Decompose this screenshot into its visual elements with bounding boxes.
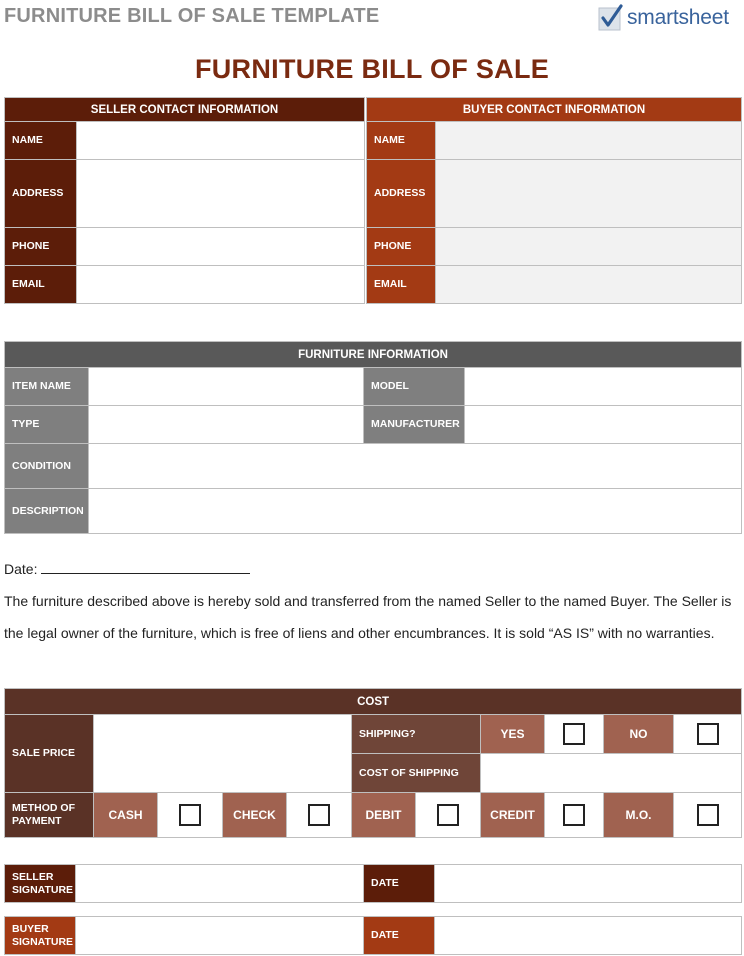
mo-checkbox-cell[interactable] <box>674 793 742 838</box>
buyer-name-field[interactable] <box>436 122 742 160</box>
item-name-label: ITEM NAME <box>5 368 89 406</box>
smartsheet-logo <box>598 3 729 33</box>
buyer-signature-table <box>4 916 742 955</box>
date-line <box>4 559 250 577</box>
model-label: MODEL <box>364 368 465 406</box>
buyer-signature-label: BUYER SIGNATURE <box>5 917 76 955</box>
seller-name-label: NAME <box>5 122 77 160</box>
check-checkbox[interactable] <box>308 804 330 826</box>
manufacturer-label: MANUFACTURER <box>364 406 465 444</box>
check-checkbox-cell[interactable] <box>287 793 352 838</box>
shipping-no-label: NO <box>604 715 674 754</box>
date-blank[interactable] <box>41 559 250 574</box>
shipping-yes-checkbox[interactable] <box>563 723 585 745</box>
shipping-no-checkbox[interactable] <box>697 723 719 745</box>
seller-email-label: EMAIL <box>5 266 77 304</box>
buyer-email-label: EMAIL <box>367 266 436 304</box>
manufacturer-field[interactable] <box>465 406 742 444</box>
buyer-contact-table <box>366 97 742 304</box>
seller-signature-field[interactable] <box>76 865 364 903</box>
date-label: Date: <box>4 561 38 577</box>
type-label: TYPE <box>5 406 89 444</box>
seller-signature-label: SELLER SIGNATURE <box>5 865 76 903</box>
sale-statement: The furniture described above is hereby sold and transferred from the named Seller to the named Buyer. The Seller is the legal owner of the furniture, which is free of liens and other encumbrances. It is sold “AS IS” with no warranties. <box>4 593 732 641</box>
model-field[interactable] <box>465 368 742 406</box>
cost-of-shipping-field[interactable] <box>481 754 742 793</box>
sale-price-field[interactable] <box>94 715 352 793</box>
credit-checkbox[interactable] <box>563 804 585 826</box>
shipping-yes-label: YES <box>481 715 545 754</box>
debit-label: DEBIT <box>352 793 416 838</box>
buyer-date-label: DATE <box>364 917 435 955</box>
check-label: CHECK <box>223 793 287 838</box>
seller-contact-table <box>4 97 365 304</box>
buyer-signature-field[interactable] <box>76 917 364 955</box>
template-title: FURNITURE BILL OF SALE TEMPLATE <box>4 5 380 27</box>
seller-address-label: ADDRESS <box>5 160 77 228</box>
seller-name-field[interactable] <box>77 122 365 160</box>
buyer-name-label: NAME <box>367 122 436 160</box>
seller-address-field[interactable] <box>77 160 365 228</box>
checkmark-logo-icon <box>598 4 624 32</box>
buyer-contact-header: BUYER CONTACT INFORMATION <box>367 98 742 122</box>
mo-label: M.O. <box>604 793 674 838</box>
cost-of-shipping-label: COST OF SHIPPING <box>352 754 481 793</box>
furniture-info-table <box>4 341 742 534</box>
seller-phone-field[interactable] <box>77 228 365 266</box>
debit-checkbox[interactable] <box>437 804 459 826</box>
mo-checkbox[interactable] <box>697 804 719 826</box>
credit-checkbox-cell[interactable] <box>545 793 604 838</box>
cash-checkbox-cell[interactable] <box>158 793 223 838</box>
item-name-field[interactable] <box>89 368 364 406</box>
buyer-address-field[interactable] <box>436 160 742 228</box>
page-title: FURNITURE BILL OF SALE <box>194 54 550 84</box>
buyer-phone-label: PHONE <box>367 228 436 266</box>
cost-header: COST <box>5 689 742 715</box>
seller-email-field[interactable] <box>77 266 365 304</box>
seller-phone-label: PHONE <box>5 228 77 266</box>
seller-contact-header: SELLER CONTACT INFORMATION <box>5 98 365 122</box>
cost-table <box>4 688 742 838</box>
credit-label: CREDIT <box>481 793 545 838</box>
sale-price-label: SALE PRICE <box>5 715 94 793</box>
condition-field[interactable] <box>89 444 742 489</box>
buyer-email-field[interactable] <box>436 266 742 304</box>
shipping-yes-checkbox-cell[interactable] <box>545 715 604 754</box>
logo-text: smartsheet <box>627 6 729 29</box>
seller-signature-table <box>4 864 742 903</box>
condition-label: CONDITION <box>5 444 89 489</box>
method-of-payment-label: METHOD OF PAYMENT <box>5 793 94 838</box>
type-field[interactable] <box>89 406 364 444</box>
furniture-info-header: FURNITURE INFORMATION <box>5 342 742 368</box>
shipping-question-label: SHIPPING? <box>352 715 481 754</box>
buyer-date-field[interactable] <box>435 917 742 955</box>
description-label: DESCRIPTION <box>5 489 89 534</box>
cash-checkbox[interactable] <box>179 804 201 826</box>
cash-label: CASH <box>94 793 158 838</box>
shipping-no-checkbox-cell[interactable] <box>674 715 742 754</box>
buyer-phone-field[interactable] <box>436 228 742 266</box>
buyer-address-label: ADDRESS <box>367 160 436 228</box>
seller-date-field[interactable] <box>435 865 742 903</box>
seller-date-label: DATE <box>364 865 435 903</box>
debit-checkbox-cell[interactable] <box>416 793 481 838</box>
description-field[interactable] <box>89 489 742 534</box>
